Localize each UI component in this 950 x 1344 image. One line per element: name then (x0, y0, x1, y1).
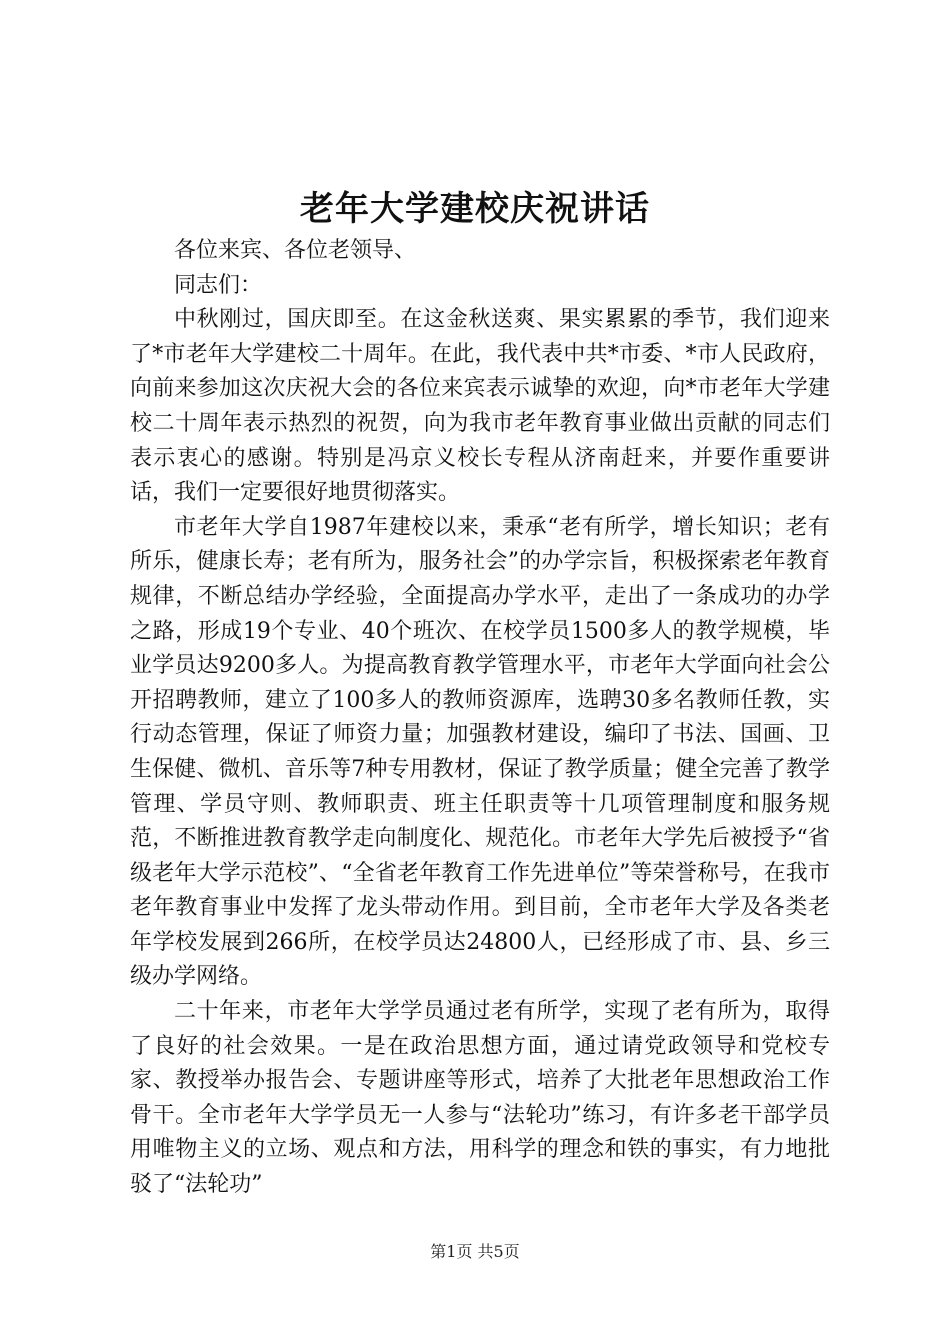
paragraph-3: 二十年来，市老年大学学员通过老有所学，实现了老有所为，取得了良好的社会效果。一是在政治思想方面，通过请党政领导和党校专家、教授举办报告会、专题讲座等形式，培养了大批老年思想政治工作骨干。全市老年大学学员无一人参与“法轮功”练习，有许多老干部学员用唯物主义的立场、观点和方法，用科学的理念和铁的事实，有力地批驳了“法轮功” (130, 999, 830, 1198)
salutation-line-2: 同志们： (174, 272, 263, 298)
document-title: 老年大学建校庆祝讲话 (300, 189, 650, 229)
paragraph-2: 市老年大学自1987年建校以来，秉承“老有所学，增长知识；老有所乐，健康长寿；老有所为，服务社会”的办学宗旨，积极探索老年教育规律，不断总结办学经验，全面提高办学水平，走出了一条成功的办学之路，形成19个专业、40个班次、在校学员1500多人的教学规模，毕业学员达9200多人。为提高教育教学管理水平，市老年大学面向社会公开招聘教师，建立了100多人的教师资源库，选聘30多名教师任教，实行动态管理，保证了师资力量；加强教材建设，编印了书法、国画、卫生保健、微机、音乐等7种专用教材，保证了教学质量；健全完善了教学管理、学员守则、教师职责、班主任职责等十几项管理制度和服务规范，不断推进教育教学走向制度化、规范化。市老年大学先后被授予“省级老年大学示范校”、“全省老年教育工作先进单位”等荣誉称号，在我市老年教育事业中发挥了龙头带动作用。到目前，全市老年大学及各类老年学校发展到266所，在校学员达24800人，已经形成了市、县、乡三级办学网络。 (130, 514, 830, 990)
document-body (130, 234, 830, 1203)
page-footer: 第1页 共5页 (430, 1242, 520, 1261)
paragraph-1: 中秋刚过，国庆即至。在这金秋送爽、果实累累的季节，我们迎来了*市老年大学建校二十周年。在此，我代表中共*市委、*市人民政府，向前来参加这次庆祝大会的各位来宾表示诚挚的欢迎，向*市老年大学建校二十周年表示热烈的祝贺，向为我市老年教育事业做出贡献的同志们表示衷心的感谢。特别是冯京义校长专程从济南赶来，并要作重要讲话，我们一定要很好地贯彻落实。 (130, 307, 830, 506)
salutation-line-1: 各位来宾、各位老领导、 (174, 238, 417, 263)
